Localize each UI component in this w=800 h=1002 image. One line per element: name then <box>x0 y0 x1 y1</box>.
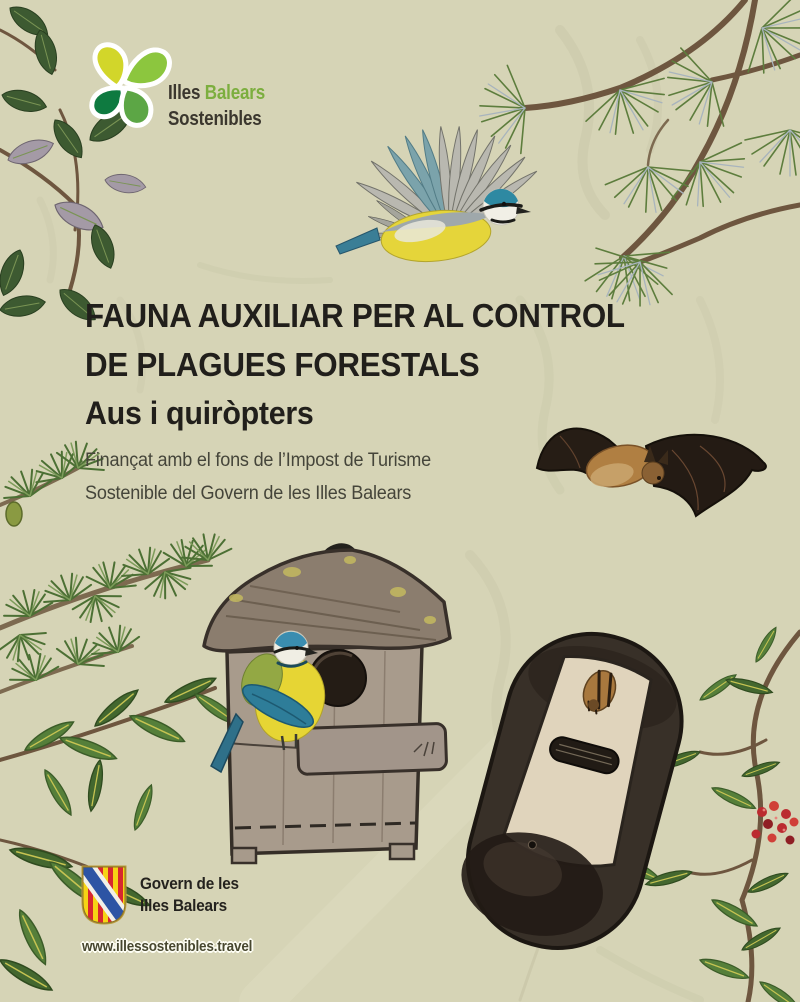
brand-line-2 <box>168 106 265 132</box>
blue-tit-flying-icon <box>336 126 540 267</box>
brand-word-balears: Balears <box>204 82 266 104</box>
govern-logo <box>80 864 250 926</box>
brand-word-sostenibles: Sostenibles <box>168 108 262 130</box>
nest-box-perch-ledge <box>297 723 447 774</box>
subtitle-line-2: Sostenible del Govern de les Illes Balears <box>85 483 412 504</box>
brand-logo <box>80 40 282 136</box>
brand-word-illes: Illes <box>168 82 201 104</box>
govern-line-2: Illes Balears <box>140 896 227 915</box>
bat-box-icon <box>448 614 701 967</box>
govern-line-1: Govern de les <box>140 874 239 893</box>
title-line-2: DE PLAGUES FORESTALS <box>85 346 480 383</box>
poster-subtitle <box>85 444 449 510</box>
bat-flying-icon <box>537 429 766 516</box>
subtitle-line-1: Finançat amb el fons de l’Impost de Turisme <box>85 450 431 471</box>
brand-leaves-icon <box>80 40 172 136</box>
website-url: www.illessostenibles.travel <box>82 938 253 955</box>
title-line-1: FAUNA AUXILIAR PER AL CONTROL <box>85 297 625 334</box>
blue-tit-head <box>481 189 531 225</box>
brand-line-1 <box>168 80 265 106</box>
govern-coat-of-arms-icon <box>80 864 128 926</box>
govern-name <box>140 873 239 917</box>
poster-title <box>85 291 653 438</box>
blue-tit-tail <box>336 228 380 254</box>
title-line-3: Aus i quiròpters <box>85 395 314 431</box>
nest-box-icon <box>204 547 450 863</box>
brand-name <box>168 80 265 132</box>
